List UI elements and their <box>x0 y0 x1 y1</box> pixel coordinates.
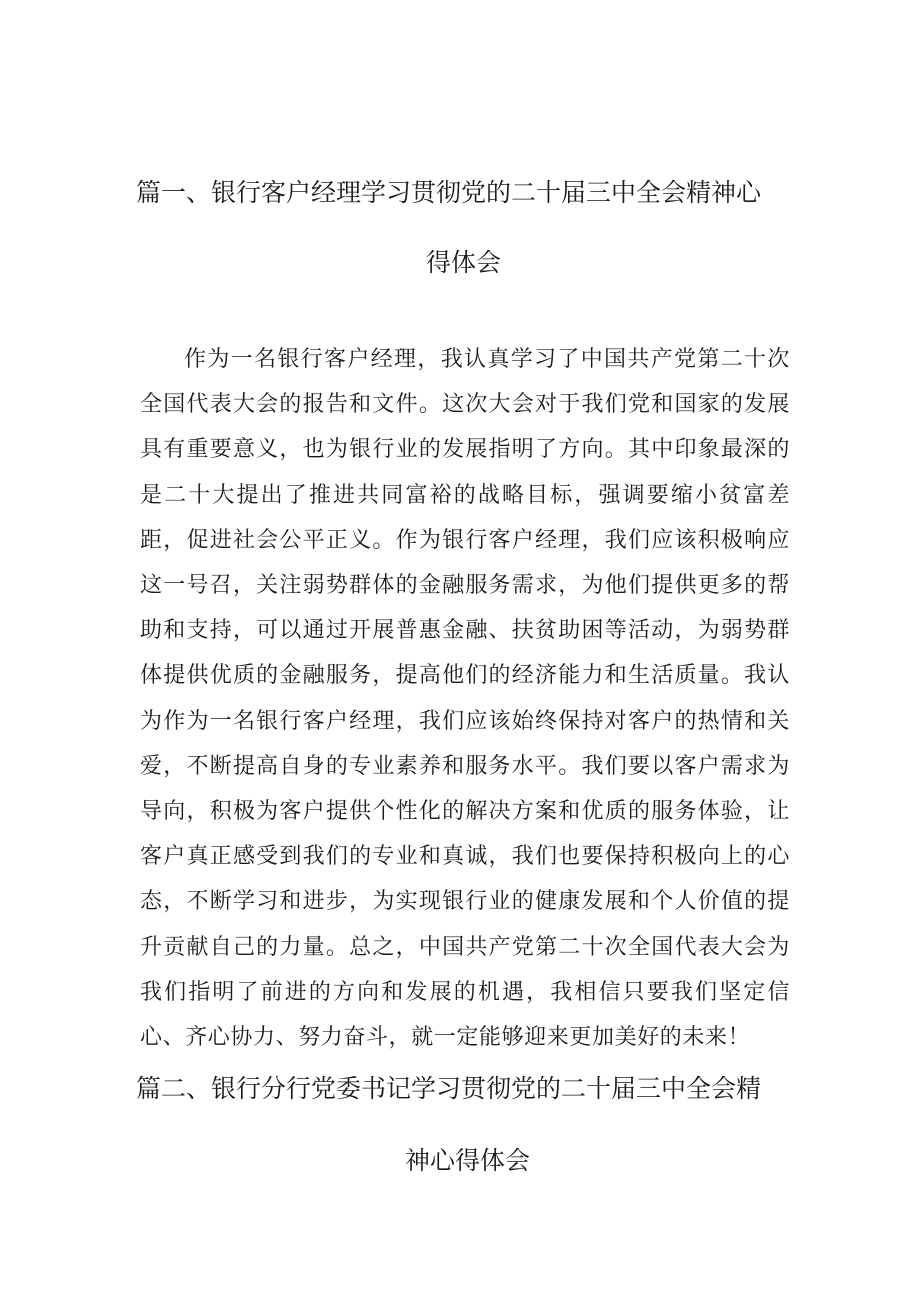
section2-title-line2: 神心得体会 <box>405 1146 531 1175</box>
section1-paragraph: 作为一名银行客户经理，我认真学习了中国共产党第二十次全国代表大会的报告和文件。这次大会对于我们党和国家的发展具有重要意义，也为银行业的发展指明了方向。其中印象最深的是二十大提出了推进共同富裕的战略目标，强调要缩小贫富差距，促进社会公平正义。作为银行客户经理，我们应该积极响应这一号召，关注弱势群体的金融服务需求，为他们提供更多的帮助和支持，可以通过开展普惠金融、扶贫助困等活动，为弱势群体提供优质的金融服务，提高他们的经济能力和生活质量。我认为作为一名银行客户经理，我们应该始终保持对客户的热情和关爱，不断提高自身的专业素养和服务水平。我们要以客户需求为导向，积极为客户提供个性化的解决方案和优质的服务体验，让客户真正感受到我们的专业和真诚，我们也要保持积极向上的心态，不断学习和进步，为实现银行业的健康发展和个人价值的提升贡献自己的力量。总之，中国共产党第二十次全国代表大会为我们指明了前进的方向和发展的机遇，我相信只要我们坚定信心、齐心协力、努力奋斗，就一定能够迎来更加美好的未来！ <box>140 347 790 1051</box>
section1-title-line2: 得体会 <box>426 248 502 277</box>
section2-title-line1: 篇二、银行分行党委书记学习贯彻党的二十届三中全会精 <box>136 1074 762 1103</box>
section1-title-line1: 篇一、银行客户经理学习贯彻党的二十届三中全会精神心 <box>136 178 762 207</box>
